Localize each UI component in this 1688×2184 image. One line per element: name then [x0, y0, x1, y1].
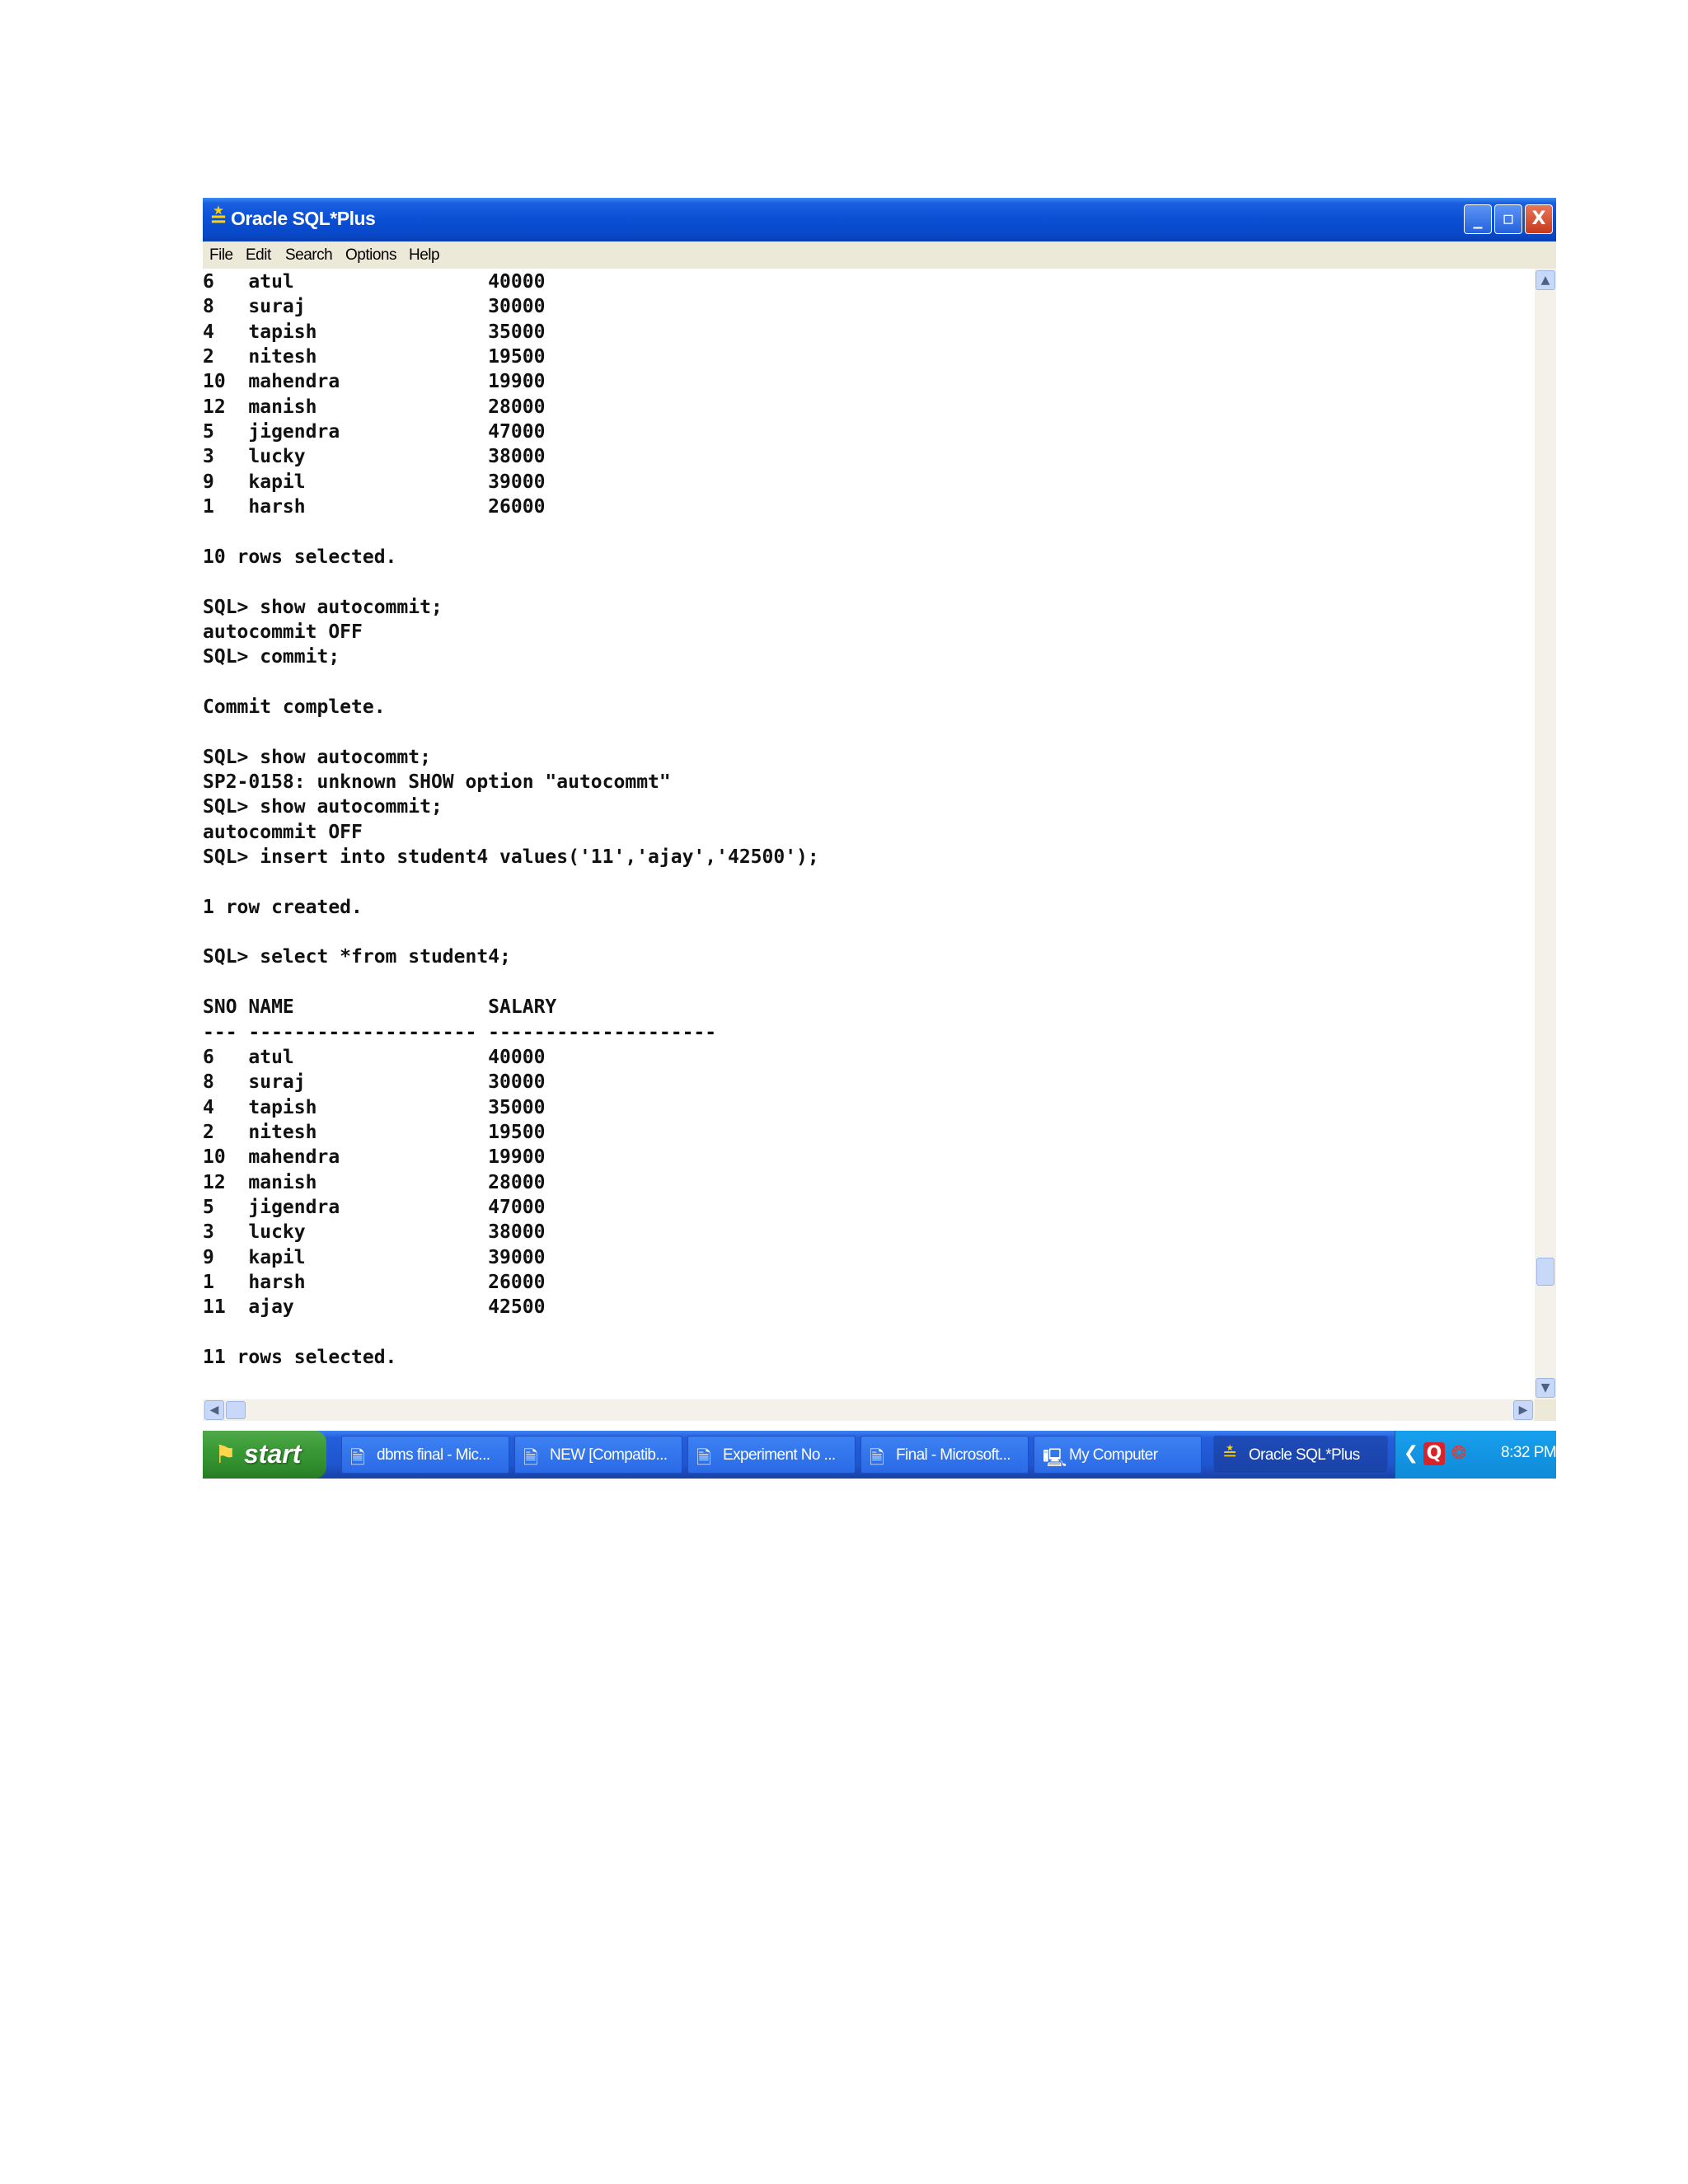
taskbar-button-label: dbms final - Mic...: [377, 1446, 490, 1464]
taskbar: [203, 1431, 1556, 1479]
window-title: Oracle SQL*Plus: [231, 208, 376, 229]
console-line: 4 tapish 35000: [203, 1096, 546, 1118]
horizontal-scrollbar[interactable]: [203, 1399, 1535, 1421]
tray-expand-icon[interactable]: ❮: [1403, 1443, 1419, 1464]
menu-file[interactable]: File: [209, 246, 233, 264]
taskbar-button-experiment[interactable]: [687, 1436, 856, 1474]
console-line: 8 suraj 30000: [203, 296, 546, 318]
close-button[interactable]: X: [1525, 204, 1553, 234]
windows-flag-icon: ⚑: [214, 1441, 237, 1469]
console-line: 10 rows selected.: [203, 546, 397, 568]
console-line: 10 mahendra 19900: [203, 1146, 546, 1169]
console-line: SQL> insert into student4 values('11','ajay','42500');: [203, 846, 819, 869]
horizontal-scroll-thumb[interactable]: [226, 1401, 246, 1419]
console-line: 12 manish 28000: [203, 1171, 546, 1193]
console-line: --- -------------------- --------------------: [203, 1021, 717, 1043]
console-line: SQL> select *from student4;: [203, 946, 511, 968]
tray-q-icon[interactable]: Q: [1423, 1442, 1445, 1465]
console-line: autocommit OFF: [203, 821, 363, 843]
oracle-sqlplus-icon: ≛: [1222, 1444, 1238, 1465]
taskbar-button-label: NEW [Compatib...: [550, 1446, 668, 1464]
console-line: 5 jigendra 47000: [203, 1196, 546, 1218]
my-computer-icon: 🖳: [1043, 1448, 1067, 1469]
maximize-button[interactable]: ▫: [1494, 204, 1522, 234]
scrollbar-corner: [1535, 1399, 1556, 1421]
minimize-button[interactable]: _: [1464, 204, 1492, 234]
tray-antivirus-icon[interactable]: ❂: [1451, 1443, 1467, 1464]
taskbar-button-oracle-sqlplus[interactable]: [1213, 1436, 1388, 1474]
taskbar-button-label: Experiment No ...: [723, 1446, 836, 1464]
console-line: 11 rows selected.: [203, 1347, 397, 1369]
menu-edit[interactable]: Edit: [246, 246, 271, 264]
console-line: SQL> show autocommit;: [203, 796, 443, 818]
start-button[interactable]: [203, 1431, 326, 1479]
scroll-down-button[interactable]: ▼: [1536, 1378, 1555, 1398]
console-line: 1 row created.: [203, 896, 363, 918]
taskbar-button-my-computer[interactable]: [1034, 1436, 1202, 1474]
word-document-icon: 🗎: [350, 1448, 365, 1469]
console-line: 12 manish 28000: [203, 396, 546, 418]
taskbar-button-label: Oracle SQL*Plus: [1249, 1446, 1360, 1464]
console-line: 2 nitesh 19500: [203, 1121, 546, 1143]
console-line: 1 harsh 26000: [203, 496, 546, 518]
console-line: 10 mahendra 19900: [203, 371, 546, 393]
scroll-right-button[interactable]: ▶: [1513, 1400, 1533, 1420]
console-line: 6 atul 40000: [203, 1046, 546, 1068]
console-line: autocommit OFF: [203, 621, 363, 643]
taskbar-button-dbms-final[interactable]: [341, 1436, 509, 1474]
console-line: 4 tapish 35000: [203, 321, 546, 343]
console-line: SQL> commit;: [203, 646, 340, 668]
desktop-screenshot: [203, 198, 1556, 1479]
console-line: SP2-0158: unknown SHOW option "autocommt": [203, 771, 671, 793]
console-line: 5 jigendra 47000: [203, 421, 546, 443]
oracle-sqlplus-icon: ≛: [209, 207, 227, 232]
menu-search[interactable]: Search: [285, 246, 333, 264]
console-line: 11 ajay 42500: [203, 1296, 546, 1319]
console-line: 8 suraj 30000: [203, 1071, 546, 1094]
taskbar-button-label: My Computer: [1069, 1446, 1158, 1464]
menu-help[interactable]: Help: [409, 246, 440, 264]
console-line: 9 kapil 39000: [203, 1246, 546, 1268]
console-line: 3 lucky 38000: [203, 1221, 546, 1244]
console-line: 6 atul 40000: [203, 271, 546, 293]
console-output[interactable]: [203, 269, 1535, 1399]
console-line: SNO NAME SALARY: [203, 996, 557, 1019]
console-line: 2 nitesh 19500: [203, 346, 546, 368]
start-label: start: [244, 1439, 302, 1469]
console-line: 9 kapil 39000: [203, 471, 546, 493]
vertical-scroll-thumb[interactable]: [1536, 1258, 1554, 1286]
console-line: 3 lucky 38000: [203, 446, 546, 468]
taskbar-button-label: Final - Microsoft...: [896, 1446, 1010, 1464]
scroll-up-button[interactable]: ▲: [1536, 270, 1555, 290]
menu-bar: [203, 241, 1556, 269]
word-document-icon: 🗎: [870, 1448, 884, 1469]
menu-options[interactable]: Options: [345, 246, 396, 264]
console-line: 1 harsh 26000: [203, 1272, 546, 1293]
console-line: SQL> show autocommt;: [203, 746, 431, 768]
scroll-left-button[interactable]: ◀: [204, 1400, 224, 1420]
clock[interactable]: 8:32 PM: [1501, 1444, 1556, 1461]
word-document-icon: 🗎: [523, 1448, 538, 1469]
console-line: SQL> show autocommit;: [203, 596, 443, 618]
taskbar-button-final-microsoft[interactable]: [860, 1436, 1029, 1474]
vertical-scrollbar[interactable]: [1535, 269, 1556, 1399]
title-bar[interactable]: [203, 198, 1556, 241]
word-document-icon: 🗎: [696, 1448, 711, 1469]
taskbar-button-new-compat[interactable]: [514, 1436, 682, 1474]
system-tray: [1395, 1431, 1556, 1479]
console-line: Commit complete.: [203, 696, 386, 718]
